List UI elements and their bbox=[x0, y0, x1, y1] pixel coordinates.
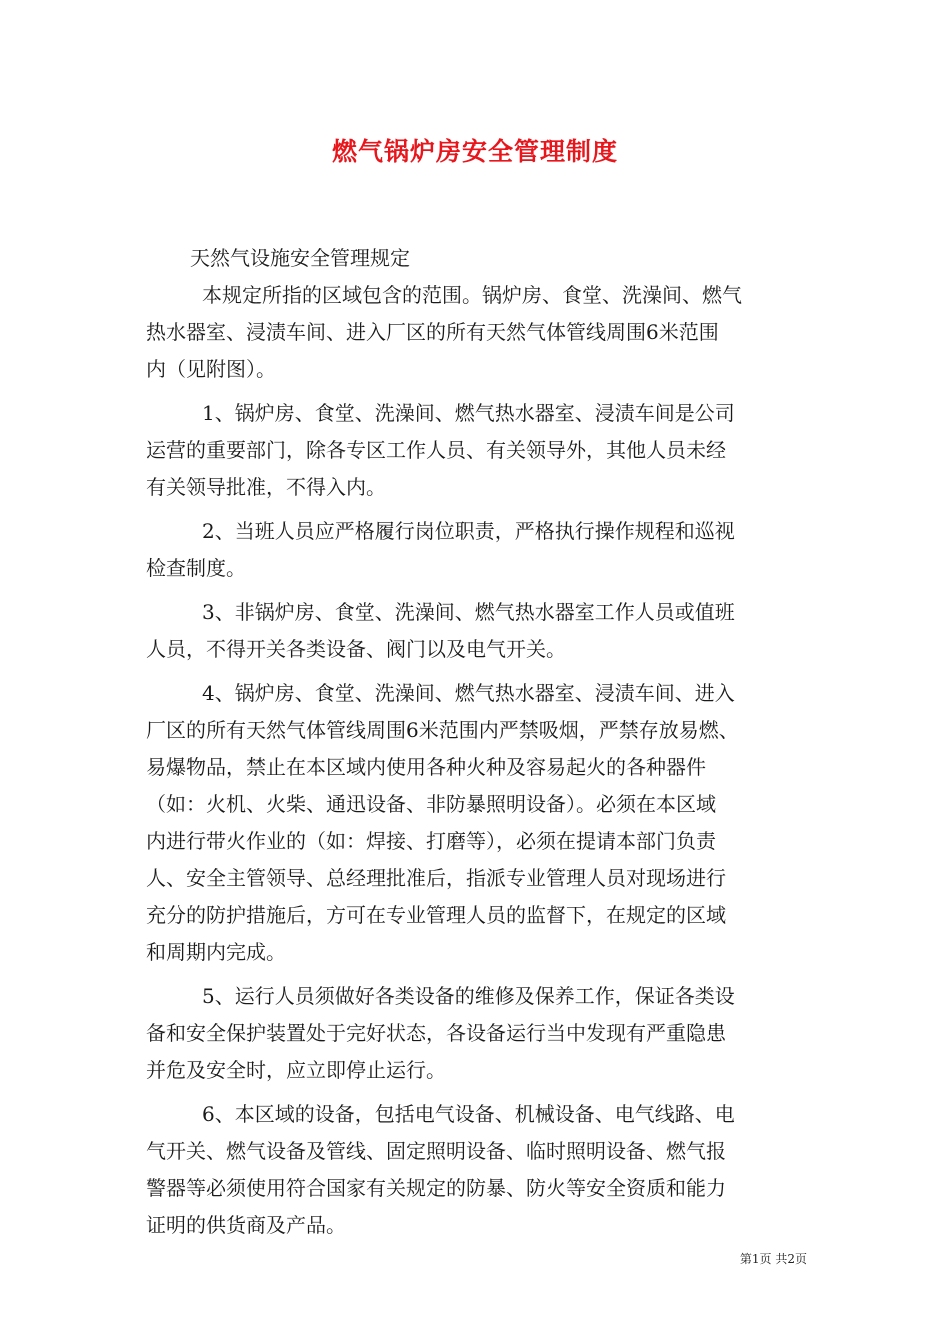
text-line: 内进行带火作业的（如：焊接、打磨等），必须在提请本部门负责 bbox=[146, 829, 716, 853]
document-body bbox=[146, 240, 812, 1244]
text-line: 备和安全保护装置处于完好状态，各设备运行当中发现有严重隐患 bbox=[146, 1021, 726, 1045]
text-line: 厂区的所有天然气体管线周围6米范围内严禁吸烟，严禁存放易燃、 bbox=[146, 718, 739, 742]
text-line: 1、锅炉房、食堂、洗澡间、燃气热水器室、浸渍车间是公司 bbox=[202, 401, 735, 425]
text-line: 2、当班人员应严格履行岗位职责，严格执行操作规程和巡视 bbox=[202, 519, 735, 543]
text-line: 检查制度。 bbox=[146, 556, 246, 580]
text-line: 警器等必须使用符合国家有关规定的防暴、防火等安全资质和能力 bbox=[146, 1176, 726, 1200]
page-number: 第1页 共2页 bbox=[739, 1252, 807, 1266]
text-line: 充分的防护措施后，方可在专业管理人员的监督下，在规定的区域 bbox=[146, 903, 726, 927]
text-line: 人员，不得开关各类设备、阀门以及电气开关。 bbox=[146, 637, 566, 661]
text-line: 本规定所指的区域包含的范围。锅炉房、食堂、洗澡间、燃气 bbox=[202, 283, 742, 307]
text-line: 热水器室、浸渍车间、进入厂区的所有天然气体管线周围6米范围 bbox=[146, 320, 719, 344]
text-line: 天然气设施安全管理规定 bbox=[190, 246, 410, 270]
text-line: 6、本区域的设备，包括电气设备、机械设备、电气线路、电 bbox=[202, 1102, 735, 1126]
text-line: 易爆物品，禁止在本区域内使用各种火种及容易起火的各种器件 bbox=[146, 755, 706, 779]
text-line: 5、运行人员须做好各类设备的维修及保养工作，保证各类设 bbox=[202, 984, 735, 1008]
text-line: 运营的重要部门，除各专区工作人员、有关领导外，其他人员未经 bbox=[146, 438, 726, 462]
text-line: 4、锅炉房、食堂、洗澡间、燃气热水器室、浸渍车间、进入 bbox=[202, 681, 735, 705]
text-line: 人、安全主管领导、总经理批准后，指派专业管理人员对现场进行 bbox=[146, 866, 726, 890]
document-title: 燃气锅炉房安全管理制度 bbox=[331, 137, 618, 166]
text-line: 证明的供货商及产品。 bbox=[146, 1213, 346, 1237]
text-line: 有关领导批准，不得入内。 bbox=[146, 475, 386, 499]
text-line: 3、非锅炉房、食堂、洗澡间、燃气热水器室工作人员或值班 bbox=[202, 600, 735, 624]
text-line: （如：火机、火柴、通迅设备、非防暴照明设备）。必须在本区域 bbox=[146, 792, 716, 816]
text-line: 和周期内完成。 bbox=[146, 940, 286, 964]
text-line: 内（见附图）。 bbox=[146, 357, 276, 381]
text-line: 气开关、燃气设备及管线、固定照明设备、临时照明设备、燃气报 bbox=[146, 1139, 726, 1163]
text-line: 并危及安全时，应立即停止运行。 bbox=[146, 1058, 446, 1082]
